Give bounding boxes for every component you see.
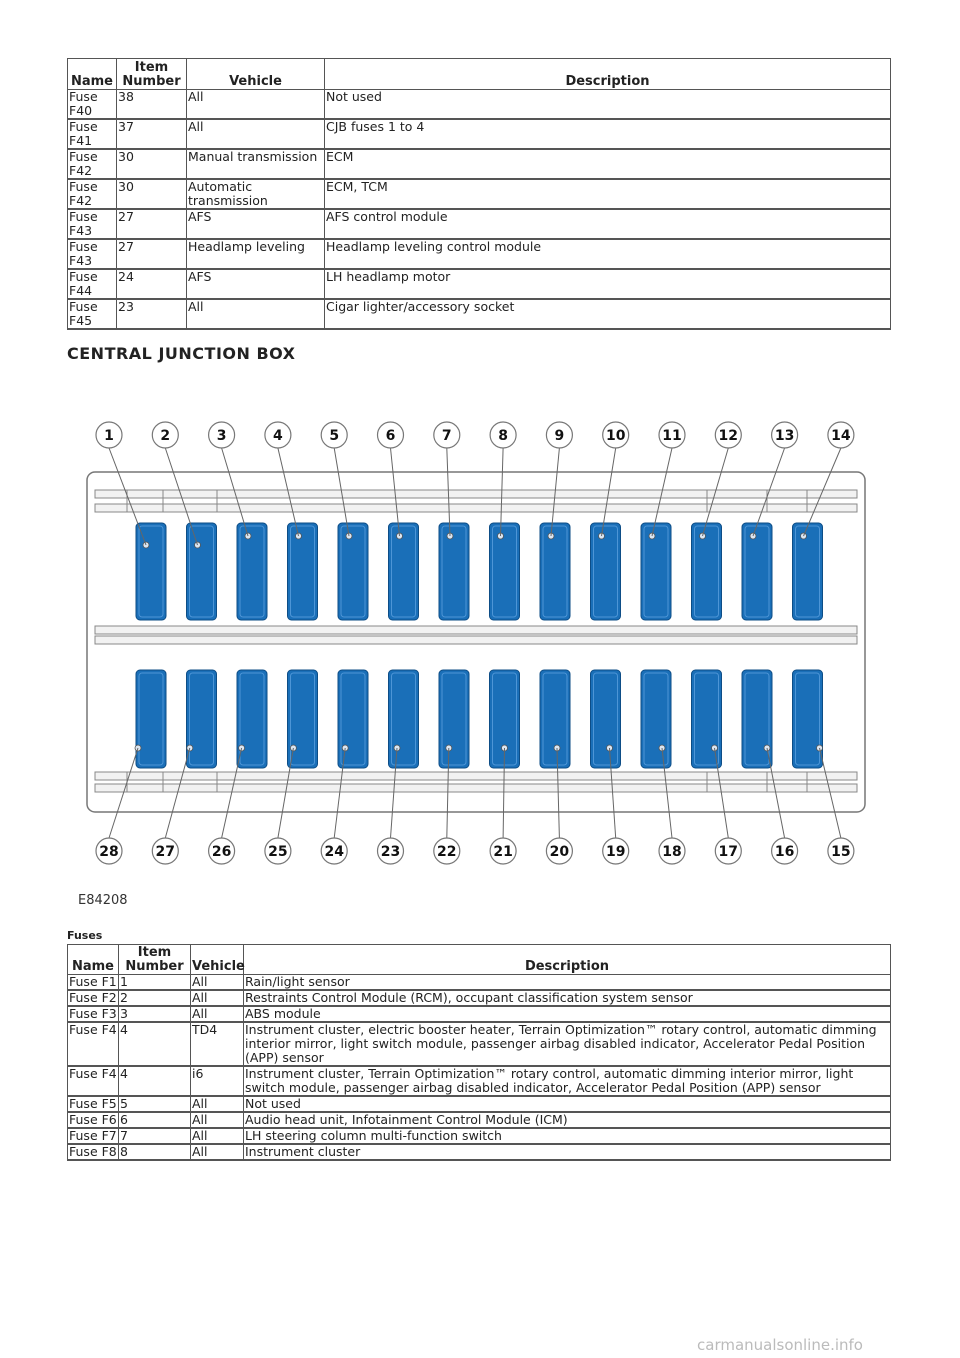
callout-number-bottom: 18: [662, 844, 682, 860]
cell-vehicle: All: [187, 119, 325, 149]
header-vehicle: Vehicle: [187, 59, 325, 90]
cell-item-number: 30: [117, 179, 187, 209]
cell-name: Fuse F1: [69, 974, 117, 989]
cell-vehicle: All: [191, 975, 244, 991]
cell-item-number: 27: [117, 209, 187, 239]
fuse-table-bottom: [67, 944, 891, 1161]
cell-item-number: 1: [119, 975, 191, 991]
callout-number-top: 11: [662, 428, 682, 444]
cell-vehicle: All: [187, 299, 325, 329]
cell-name: Fuse F4: [68, 1066, 119, 1096]
fuse-bottom: [187, 670, 217, 768]
callout-number-bottom: 27: [155, 844, 176, 860]
callout-number-bottom: 15: [831, 844, 851, 860]
fuse-bottom: [338, 670, 368, 768]
fuse-top: [338, 523, 368, 620]
cell-name: Fuse F40: [68, 90, 117, 120]
cell-item-number: 23: [117, 299, 187, 329]
callout-number-bottom: 26: [211, 844, 232, 860]
fuse-array: [135, 523, 823, 768]
cell-name: Fuse F45: [68, 299, 117, 329]
cell-item-number: 38: [117, 90, 187, 120]
central-junction-box-diagram: [67, 400, 877, 880]
fuse-bottom: [389, 670, 419, 768]
fuse-bottom: [136, 670, 166, 768]
table-row: [68, 1096, 891, 1112]
fuse-top: [288, 523, 318, 620]
leader-line-bottom: [222, 748, 242, 838]
callout-number-top: 8: [498, 428, 508, 444]
callout-number-bottom: 23: [380, 844, 401, 860]
cell-name: Fuse F43: [68, 209, 117, 239]
header-name: Name: [68, 945, 119, 975]
fuse-table-top: [67, 58, 891, 330]
fuse-bottom: [692, 670, 722, 768]
table-row: [68, 149, 891, 179]
cell-description: Instrument cluster, electric booster heater, Terrain Optimization™ rotary control, automatic dimming interior mirror, light switch module, passenger airbag disabled indicator, Accelerator Pedal Position (APP) sensor: [244, 1022, 891, 1066]
fuse-top: [641, 523, 671, 620]
table-header-row: [68, 945, 891, 975]
table-caption: Fuses: [67, 929, 103, 942]
section-heading: CENTRAL JUNCTION BOX: [67, 344, 296, 363]
callout-number-bottom: 20: [549, 844, 570, 860]
fuse-top: [439, 523, 469, 620]
cell-vehicle: All: [191, 1128, 244, 1144]
fuse-top: [490, 523, 520, 620]
fuse-top: [692, 523, 722, 620]
fuse-top: [540, 523, 570, 620]
callout-number-bottom: 22: [437, 844, 457, 860]
cell-name: Fuse F44: [68, 269, 117, 299]
frame-rail: [95, 636, 857, 644]
header-item-number: Item Number: [117, 59, 187, 90]
cell-vehicle: All: [191, 1144, 244, 1160]
cell-description: CJB fuses 1 to 4: [325, 119, 891, 149]
callout-number-bottom: 25: [268, 844, 288, 860]
callout-number-top: 1: [104, 428, 114, 444]
cell-name: Fuse F4: [68, 1022, 119, 1066]
table-row: [68, 1128, 891, 1144]
table-row: [68, 1022, 891, 1066]
callout-number-bottom: 19: [605, 844, 626, 860]
cell-description: Instrument cluster, Terrain Optimization™ rotary control, automatic dimming interior mirror, light switch module, passenger airbag disabled indicator, Accelerator Pedal Position (APP) sensor: [244, 1066, 891, 1096]
cell-item-number: 7: [119, 1128, 191, 1144]
cell-description: LH steering column multi-function switch: [244, 1128, 891, 1144]
cell-vehicle: Automatic transmission: [187, 179, 325, 209]
table-row: [68, 990, 891, 1006]
cell-item-number: 6: [119, 1112, 191, 1128]
fuse-top: [591, 523, 621, 620]
cell-item-number: 4: [119, 1022, 191, 1066]
callout-number-top: 12: [718, 428, 739, 444]
cell-item-number: 2: [119, 990, 191, 1006]
leader-line-bottom: [278, 748, 294, 838]
cell-description: ECM, TCM: [325, 179, 891, 209]
callout-number-bottom: 16: [774, 844, 795, 860]
cell-description: Rain/light sensor: [244, 975, 891, 991]
cell-vehicle: All: [191, 1096, 244, 1112]
cell-description: Not used: [244, 1096, 891, 1112]
table-row: [68, 90, 891, 120]
table-header-row: [68, 59, 891, 90]
header-description: Description: [325, 59, 891, 90]
fuse-bottom: [439, 670, 469, 768]
callout-number-bottom: 17: [718, 844, 739, 860]
frame-rail: [95, 772, 857, 780]
fuse-bottom: [237, 670, 267, 768]
frame-rail: [95, 504, 857, 512]
cell-description: Headlamp leveling control module: [325, 239, 891, 269]
cell-vehicle: All: [191, 990, 244, 1006]
cell-description: Instrument cluster: [244, 1144, 891, 1160]
cell-description: Not used: [325, 90, 891, 120]
cell-item-number: 24: [117, 269, 187, 299]
cell-description: Restraints Control Module (RCM), occupant classification system sensor: [244, 990, 891, 1006]
cell-item-number: 37: [117, 119, 187, 149]
table-row: [68, 1112, 891, 1128]
cell-name: Fuse F7: [69, 1128, 117, 1143]
callout-number-top: 6: [385, 428, 396, 444]
header-description: Description: [244, 945, 891, 975]
table-row: [68, 119, 891, 149]
table-row: [68, 1066, 891, 1096]
callout-number-bottom: 21: [493, 844, 513, 860]
cell-item-number: 30: [117, 149, 187, 179]
fuse-top: [187, 523, 217, 620]
callout-number-top: 13: [774, 428, 795, 444]
watermark: carmanualsonline.info: [697, 1336, 863, 1354]
fuse-bottom: [591, 670, 621, 768]
cell-description: ABS module: [244, 1006, 891, 1022]
cell-name: Fuse F2: [69, 990, 117, 1005]
cell-description: Audio head unit, Infotainment Control Module (ICM): [244, 1112, 891, 1128]
cell-item-number: 8: [119, 1144, 191, 1160]
callout-number-top: 2: [160, 428, 171, 444]
cell-vehicle: TD4: [191, 1022, 244, 1066]
callout-number-top: 5: [329, 428, 340, 444]
cell-vehicle: Manual transmission: [187, 149, 325, 179]
callout-number-top: 10: [605, 428, 626, 444]
table-row: [68, 1144, 891, 1160]
cell-vehicle: Headlamp leveling: [187, 239, 325, 269]
table-row: [68, 179, 891, 209]
cell-item-number: 27: [117, 239, 187, 269]
callout-number-top: 7: [441, 428, 452, 444]
table-row: [68, 975, 891, 991]
cell-name: Fuse F42: [68, 179, 117, 209]
figure-id: E84208: [78, 893, 128, 908]
cell-name: Fuse F6: [69, 1112, 117, 1127]
cell-vehicle: All: [191, 1006, 244, 1022]
fuse-bottom: [742, 670, 772, 768]
fuse-bottom: [641, 670, 671, 768]
cell-vehicle: All: [187, 90, 325, 120]
leader-line-bottom: [767, 748, 785, 838]
table-row: [68, 239, 891, 269]
leader-line-bottom: [165, 748, 190, 838]
fuse-bottom: [540, 670, 570, 768]
table-row: [68, 299, 891, 329]
cell-item-number: 3: [119, 1006, 191, 1022]
frame-rail: [95, 784, 857, 792]
cell-item-number: 4: [119, 1066, 191, 1096]
cell-description: Cigar lighter/accessory socket: [325, 299, 891, 329]
frame-rail: [95, 626, 857, 634]
fuse-top: [793, 523, 823, 620]
cell-name: Fuse F41: [68, 119, 117, 149]
table-row: [68, 209, 891, 239]
cell-description: AFS control module: [325, 209, 891, 239]
callout-number-top: 4: [273, 428, 283, 444]
cell-vehicle: AFS: [187, 269, 325, 299]
callout-number-bottom: 28: [99, 844, 119, 860]
header-vehicle: Vehicle: [191, 945, 244, 975]
cell-vehicle: All: [191, 1112, 244, 1128]
cell-vehicle: i6: [191, 1066, 244, 1096]
fuse-top: [389, 523, 419, 620]
fuse-top: [237, 523, 267, 620]
table-row: [68, 1006, 891, 1022]
header-item-number: Item Number: [119, 945, 191, 975]
cell-vehicle: AFS: [187, 209, 325, 239]
cell-name: Fuse F5: [69, 1096, 117, 1111]
callout-number-top: 9: [554, 428, 565, 444]
callout-number-bottom: 24: [324, 844, 344, 860]
fuse-top: [136, 523, 166, 620]
cell-description: LH headlamp motor: [325, 269, 891, 299]
cell-name: Fuse F3: [69, 1006, 117, 1021]
frame-rail: [95, 490, 857, 498]
leader-line-bottom: [820, 748, 841, 838]
callout-number-top: 14: [831, 428, 851, 444]
cell-description: ECM: [325, 149, 891, 179]
header-name: Name: [68, 59, 117, 90]
table-row: [68, 269, 891, 299]
cell-item-number: 5: [119, 1096, 191, 1112]
leader-line-bottom: [109, 748, 138, 838]
fuse-top: [742, 523, 772, 620]
cell-name: Fuse F42: [68, 149, 117, 179]
cell-name: Fuse F43: [68, 239, 117, 269]
cell-name: Fuse F8: [69, 1144, 117, 1159]
callout-number-top: 3: [216, 428, 227, 444]
fuse-bottom: [793, 670, 823, 768]
